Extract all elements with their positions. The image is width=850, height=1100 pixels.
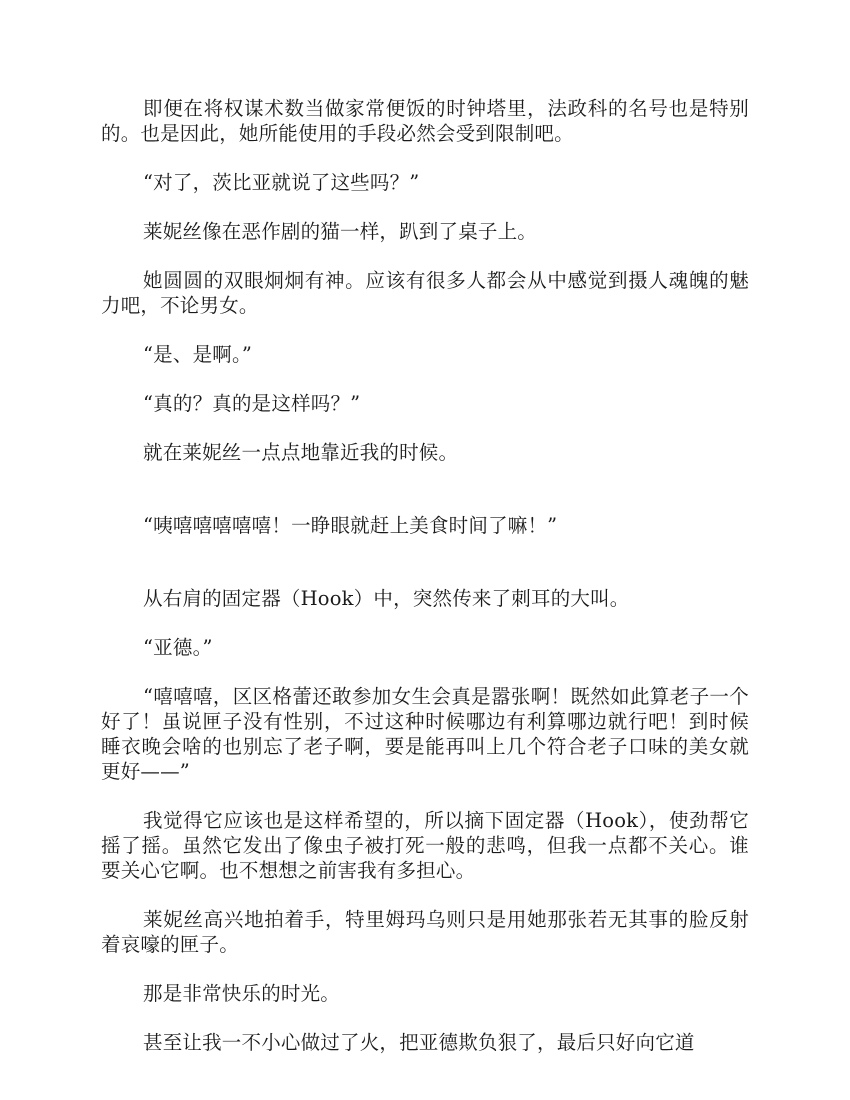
paragraph: 就在莱妮丝一点点地靠近我的时候。 xyxy=(143,441,459,464)
paragraph: 即便在将权谋术数当做家常便饭的时钟塔里，法政科的名号也是特别的。也是因此，她所能使用的手段必然会受到限制吧。 xyxy=(101,97,749,145)
paragraph: “真的？真的是这样吗？” xyxy=(143,392,361,415)
paragraph: 那是非常快乐的时光。 xyxy=(143,982,341,1005)
paragraph: “亚德。” xyxy=(143,636,213,659)
scene-break xyxy=(101,489,749,513)
paragraph: 甚至让我一不小心做过了火，把亚德欺负狠了，最后只好向它道 xyxy=(143,1031,695,1054)
paragraph: 莱妮丝像在恶作剧的猫一样，趴到了桌子上。 xyxy=(143,220,538,243)
paragraph: 她圆圆的双眼炯炯有神。应该有很多人都会从中感觉到摄人魂魄的魅力吧，不论男女。 xyxy=(101,269,749,317)
paragraph: 我觉得它应该也是这样希望的，所以摘下固定器（Hook），使劲帮它摇了摇。虽然它发出了像虫子被打死一般的悲鸣，但我一点都不关心。谁要关心它啊。也不想想之前害我有多担心。 xyxy=(101,809,749,882)
paragraph: “嘻嘻嘻，区区格蕾还敢参加女生会真是嚣张啊！既然如此算老子一个好了！虽说匣子没有性别，不过这种时候哪边有利算哪边就行吧！到时候睡衣晚会啥的也别忘了老子啊，要是能再叫上几个符合老子口味的美女就更好——” xyxy=(101,685,749,783)
scene-break xyxy=(101,562,749,586)
paragraph: “是、是啊。” xyxy=(143,343,253,366)
paragraph: “咦嘻嘻嘻嘻嘻！一睁眼就赶上美食时间了嘛！” xyxy=(143,514,558,537)
paragraph: “对了，茨比亚就说了这些吗？” xyxy=(143,171,420,194)
paragraph: 从右肩的固定器（Hook）中，突然传来了刺耳的大叫。 xyxy=(143,587,630,610)
paragraph: 莱妮丝高兴地拍着手，特里姆玛乌则只是用她那张若无其事的脸反射着哀嚎的匣子。 xyxy=(101,908,749,956)
document-page xyxy=(101,96,749,1079)
